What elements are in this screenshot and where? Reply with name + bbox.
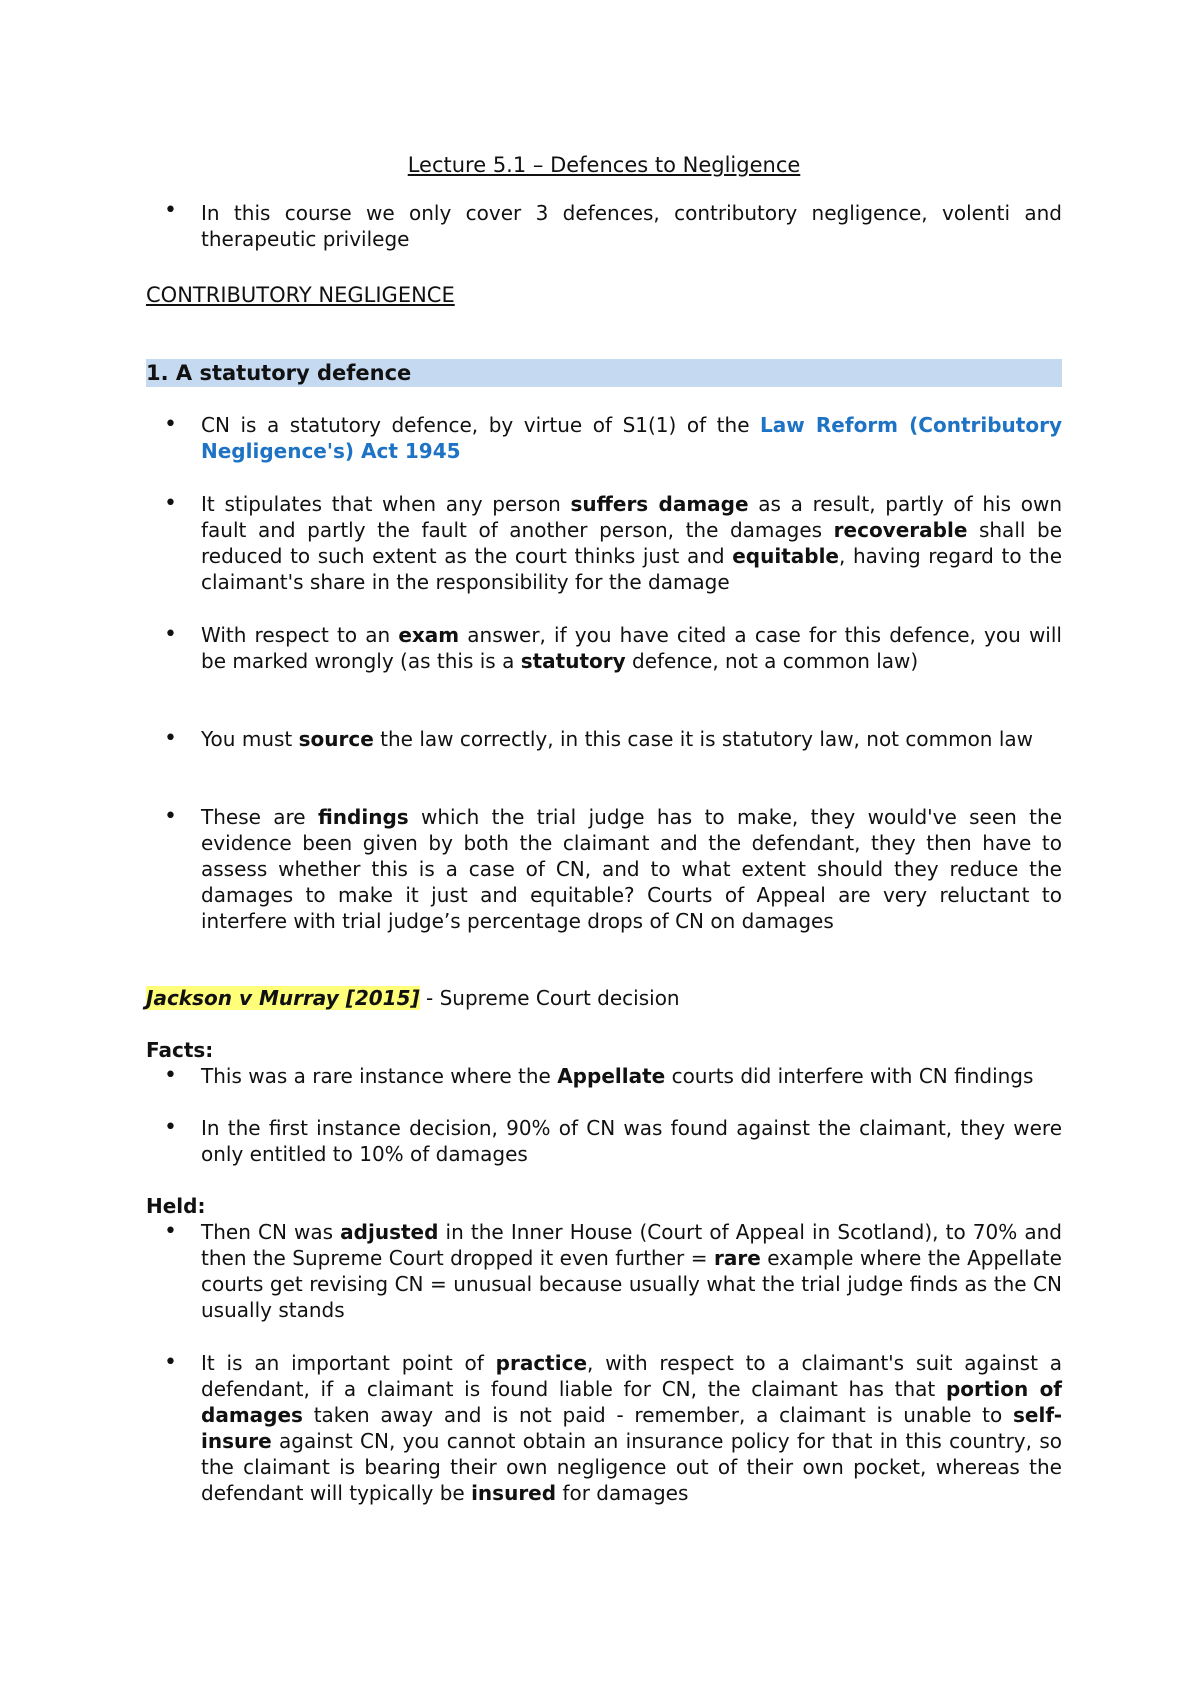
b5-t1: These are <box>201 805 318 829</box>
h2-k2: portion of damages <box>201 1377 1063 1427</box>
b2-t3: shall be reduced to such extent as the court thinks just and <box>201 518 1062 568</box>
subsection-heading: 1. A statutory defence <box>146 359 1062 387</box>
b3-t3: defence, not a common law) <box>625 649 919 673</box>
bullet-2-text <box>201 491 1062 595</box>
case-line <box>146 985 1062 1011</box>
bullet-4-text <box>201 726 1062 752</box>
b5-k1: findings <box>317 805 409 829</box>
b2-k1: suffers damage <box>570 492 749 516</box>
b3-t1: With respect to an <box>201 623 399 647</box>
facts-label: Facts: <box>146 1038 214 1062</box>
b2-t4: , having regard to the claimant's share in the responsibility for the damage <box>201 544 1063 594</box>
h2-t2: , with respect to a claimant's suit against a defendant, if a claimant is found liable for CN, the claimant has that <box>201 1351 1062 1401</box>
case-suffix: - Supreme Court decision <box>419 986 680 1010</box>
b3-t2: answer, if you have cited a case for this defence, you will be marked wrongly (as this is a <box>201 623 1062 673</box>
f1-t1: This was a rare instance where the <box>201 1064 558 1088</box>
bullet-4: • <box>164 726 177 751</box>
held-2-text <box>201 1350 1062 1506</box>
b2-t1: It stipulates that when any person <box>201 492 571 516</box>
h2-k3: self-insure <box>201 1403 1062 1453</box>
section-heading: CONTRIBUTORY NEGLIGENCE <box>146 283 455 307</box>
bullet-h2: • <box>164 1350 177 1375</box>
bullet-f2: • <box>164 1115 177 1140</box>
b3-k1: exam <box>398 623 460 647</box>
h2-k1: practice <box>495 1351 588 1375</box>
bullet-5: • <box>164 804 177 829</box>
held-1-text <box>201 1219 1062 1323</box>
facts-1-text <box>201 1063 1062 1089</box>
h1-k1: adjusted <box>340 1220 439 1244</box>
bullet-3-text <box>201 622 1062 674</box>
b2-t2: as a result, partly of his own fault and partly the fault of another person, the damages <box>201 492 1063 542</box>
h1-t2: in the Inner House (Court of Appeal in Scotland), to 70% and then the Supreme Court dropped it even further = <box>201 1220 1062 1270</box>
h2-t3: taken away and is not paid - remember, a claimant is unable to <box>302 1403 1014 1427</box>
f1-t2: courts did interfere with CN findings <box>665 1064 1034 1088</box>
h1-k2: rare <box>714 1246 761 1270</box>
b5-t2: which the trial judge has to make, they would've seen the evidence been given by both the claimant and the defendant, they then have to assess whether this is a case of CN, and to what extent should they reduce the damages to make it just and equitable? Courts of Appeal are very reluctant to interfere with trial judge’s percentage drops of CN on damages <box>201 805 1063 933</box>
f1-k1: Appellate <box>557 1064 666 1088</box>
bullet-1-text <box>201 412 1062 464</box>
h2-t5: for damages <box>556 1481 689 1505</box>
b1-text: CN is a statutory defence, by virtue of S1(1) of the <box>201 413 761 437</box>
b3-k2: statutory <box>520 649 626 673</box>
bullet-2: • <box>164 491 177 516</box>
b4-t1: You must <box>201 727 299 751</box>
page-title: Lecture 5.1 – Defences to Negligence <box>407 153 801 177</box>
bullet-f1: • <box>164 1063 177 1088</box>
bullet-intro: • <box>164 198 177 223</box>
b4-k1: source <box>298 727 374 751</box>
bullet-5-text <box>201 804 1062 934</box>
facts-2-text: In the first instance decision, 90% of CN was found against the claimant, they were only entitled to 10% of damages <box>201 1116 1062 1166</box>
bullet-h1: • <box>164 1219 177 1244</box>
h2-t4: against CN, you cannot obtain an insurance policy for that in this country, so the claimant is bearing their own negligence out of their own pocket, whereas the defendant will typically be <box>201 1429 1062 1505</box>
bullet-3: • <box>164 622 177 647</box>
h1-t3: example where the Appellate courts get revising CN = unusual because usually what the trial judge finds as the CN usually stands <box>201 1246 1062 1322</box>
b2-k2: recoverable <box>833 518 968 542</box>
bullet-1: • <box>164 412 177 437</box>
intro-text: In this course we only cover 3 defences, contributory negligence, volenti and therapeutic privilege <box>201 201 1062 251</box>
h2-t1: It is an important point of <box>201 1351 496 1375</box>
h2-k4: insured <box>471 1481 557 1505</box>
act-link: Law Reform (Contributory Negligence's) Act 1945 <box>201 413 1062 463</box>
h1-t1: Then CN was <box>201 1220 341 1244</box>
case-name: Jackson v Murray [2015] <box>146 986 420 1010</box>
b2-k3: equitable <box>732 544 839 568</box>
b4-t2: the law correctly, in this case it is statutory law, not common law <box>373 727 1034 751</box>
held-label: Held: <box>146 1194 206 1218</box>
